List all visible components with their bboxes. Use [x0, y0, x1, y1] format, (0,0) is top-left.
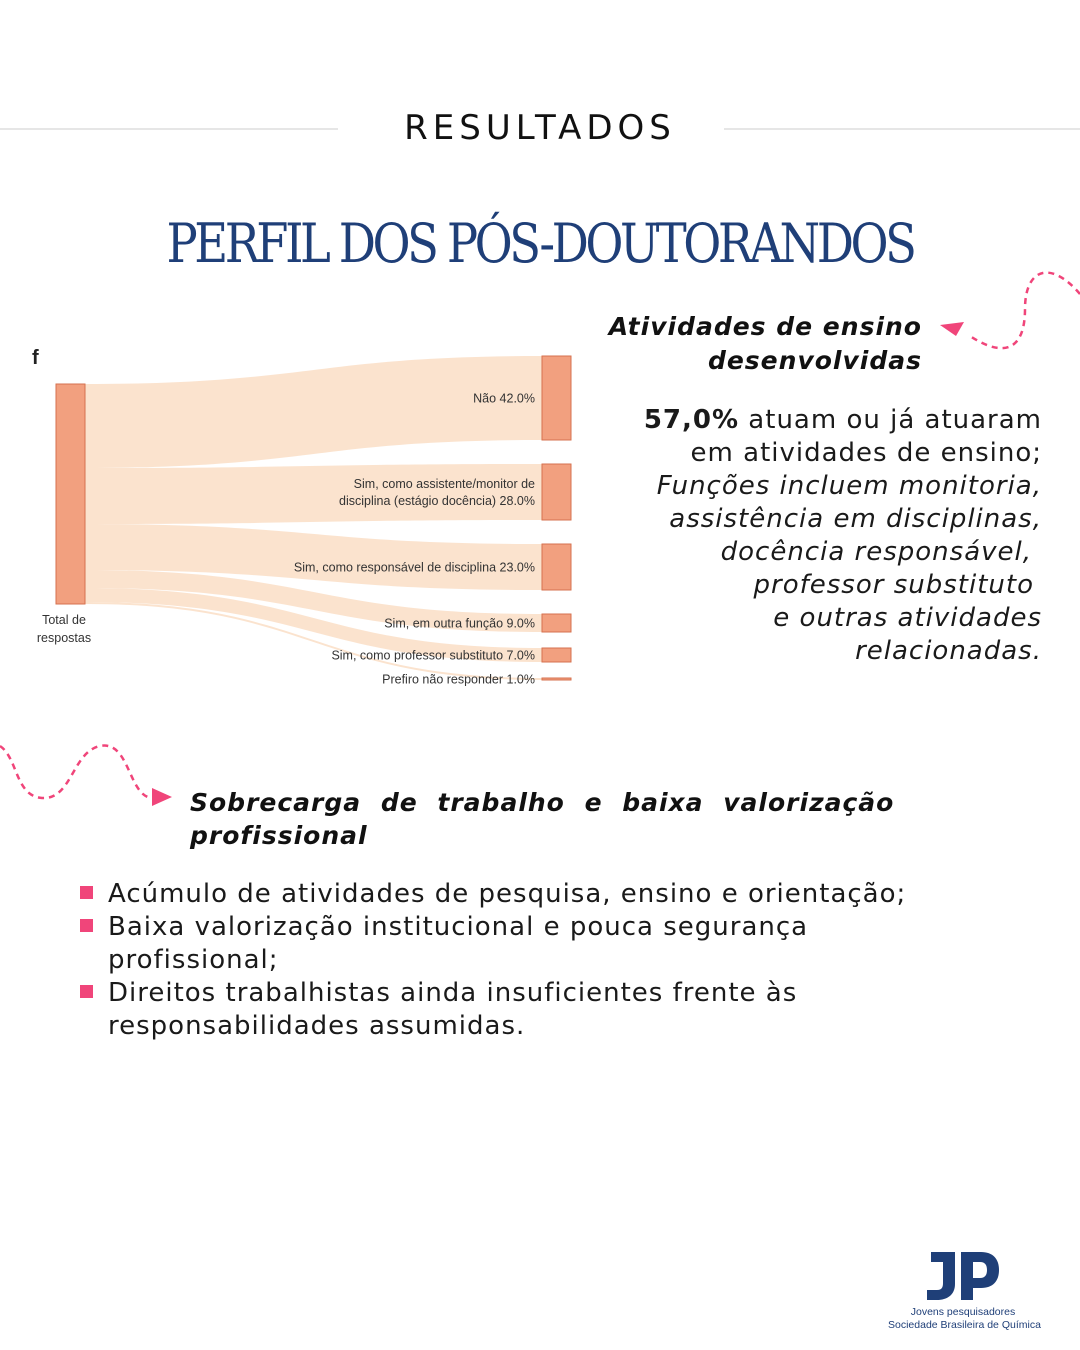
activities-italic-line: assistência em disciplinas,: [669, 504, 1042, 534]
sankey-source-label: respostas: [36, 631, 92, 645]
overload-title-line2: profissional: [190, 821, 368, 850]
sankey-target-label: Não 42.0%: [473, 391, 535, 406]
bullet-square-icon: [80, 985, 93, 998]
sankey-target-label: Sim, em outra função 9.0%: [384, 616, 535, 631]
activities-line1: [572, 404, 1042, 437]
bullet-square-icon: [80, 919, 93, 932]
bullet-text: Acúmulo de atividades de pesquisa, ensino e orientação;: [108, 879, 907, 909]
bullet-text: Baixa valorização institucional e pouca segurança profissional;: [108, 912, 809, 975]
overload-title: [190, 786, 910, 852]
dashed-arrow-decoration-top: [930, 264, 1080, 364]
logo-line2: Sociedade Brasileira de Química: [888, 1319, 1041, 1331]
sankey-target-node: [542, 648, 571, 662]
sankey-source-node: [56, 384, 85, 604]
activities-title: [609, 310, 922, 378]
activities-italic-line: relacionadas.: [855, 636, 1042, 666]
activities-stat: 57,0%: [643, 405, 740, 435]
activities-italic-line: Funções incluem monitoria,: [656, 471, 1042, 501]
list-item: [80, 878, 1040, 911]
sankey-target-node: [542, 464, 571, 520]
sankey-source-label: Total de: [42, 613, 86, 627]
dashed-arrow-decoration-bottom: [0, 738, 185, 813]
list-item: [80, 977, 1040, 1043]
sankey-target-label: Sim, como responsável de disciplina 23.0%: [293, 560, 535, 575]
page-title: PERFIL DOS PÓS-DOUTORANDOS: [166, 212, 914, 275]
activities-title-line2: desenvolvidas: [707, 346, 922, 375]
logo-line1: Jovens pesquisadores: [910, 1306, 1016, 1318]
activities-description: [572, 404, 1042, 668]
section-label: RESULTADOS: [404, 108, 676, 148]
bullet-text: Direitos trabalhistas ainda insuficientes frente às responsabilidades assumidas.: [108, 978, 798, 1041]
activities-title-line1: Atividades de ensino: [608, 312, 922, 341]
panel-letter: f: [32, 347, 39, 369]
sankey-flow: [85, 356, 542, 468]
list-item: [80, 911, 1040, 977]
sankey-target-node: [542, 356, 571, 440]
sankey-target-label: Sim, como assistente/monitor de: [353, 477, 535, 491]
sankey-target-label: disciplina (estágio docência) 28.0%: [339, 494, 535, 508]
overload-bullet-list: [80, 878, 1040, 1043]
activities-line1-rest: atuam ou já atuaram: [739, 405, 1042, 435]
activities-italic-line: docência responsável,: [720, 537, 1032, 567]
logo: [888, 1250, 1041, 1332]
sankey-target-label: Prefiro não responder 1.0%: [382, 672, 535, 687]
sankey-target-node: [542, 614, 571, 632]
sankey-target-node: [542, 678, 571, 680]
sankey-target-label: Sim, como professor substituto 7.0%: [331, 648, 535, 663]
sankey-chart: [0, 330, 600, 710]
overload-title-line1: Sobrecarga de trabalho e baixa valorização: [190, 788, 895, 817]
activities-italic-line: e outras atividades: [773, 603, 1042, 633]
bullet-square-icon: [80, 886, 93, 899]
jp-logo-mark: [925, 1250, 1001, 1302]
activities-line2: em atividades de ensino;: [690, 438, 1042, 468]
activities-italic-line: professor substituto: [753, 570, 1034, 600]
sankey-target-node: [542, 544, 571, 590]
